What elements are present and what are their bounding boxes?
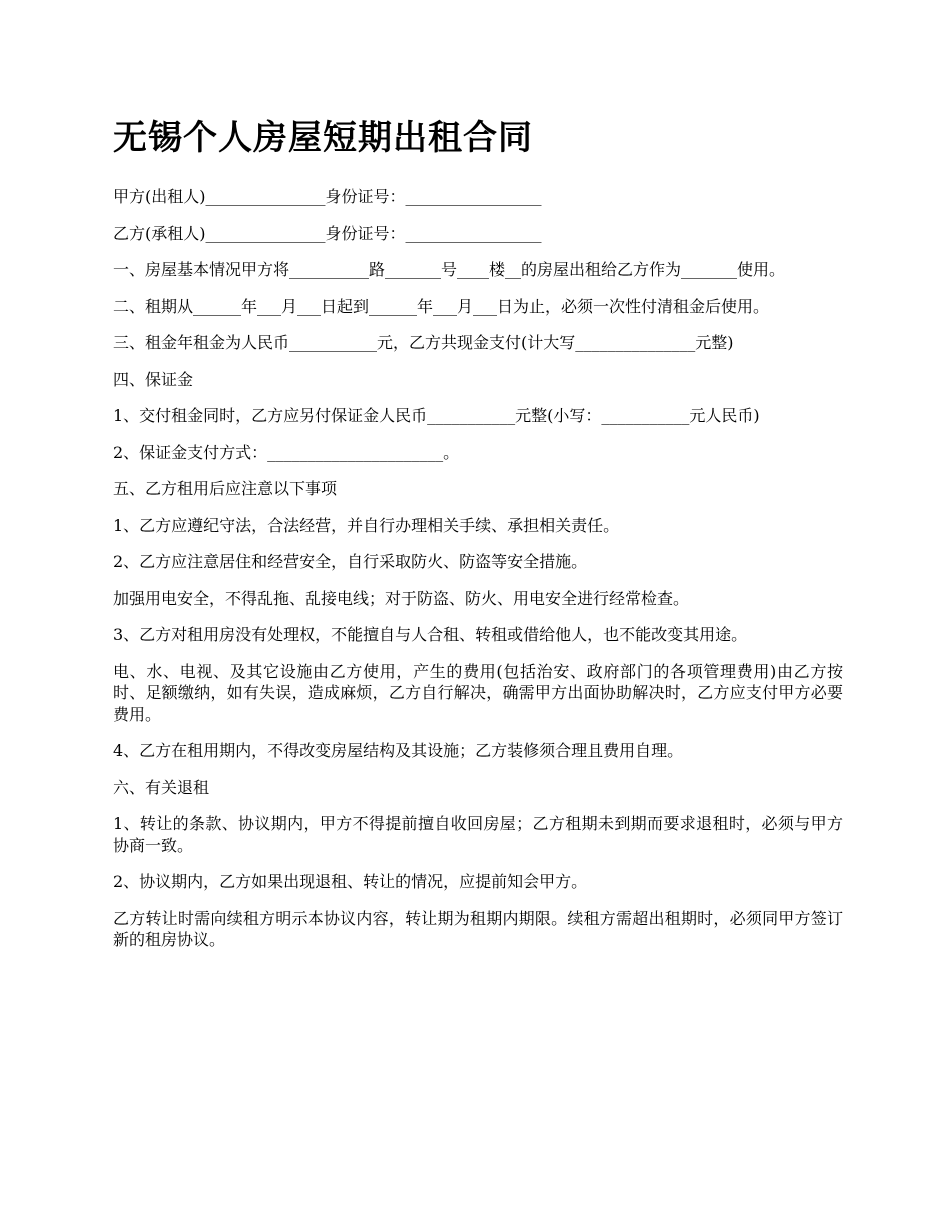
tenant-note-4: 4、乙方在租用期内，不得改变房屋结构及其设施；乙方装修须合理且费用自理。 <box>113 741 684 760</box>
section-heading-tenant-notes: 五、乙方租用后应注意以下事项 <box>113 479 338 498</box>
document-page <box>113 112 843 966</box>
party-b-line: 乙方(承租人)_______________身份证号：_________________ <box>113 223 542 243</box>
tenant-note-2: 2、乙方应注意居住和经营安全，自行采取防火、防盗等安全措施。 <box>113 552 588 571</box>
termination-item-1: 1、转让的条款、协议期内，甲方不得提前擅自收回房屋；乙方租期未到期而要求退租时，必须与甲方协商一致。 <box>113 814 843 855</box>
tenant-note-3: 3、乙方对租用房没有处理权，不能擅自与人合租、转租或借给他人，也不能改变其用途。 <box>113 625 748 644</box>
clause-lease-term: 二、租期从______年___月___日起到______年___月___日为止，必须一次性付清租金后使用。 <box>113 296 770 316</box>
section-heading-termination: 六、有关退租 <box>113 777 210 797</box>
termination-item-2-detail: 乙方转让时需向续租方明示本协议内容，转让期为租期内期限。续租方需超出租期时，必须同甲方签订新的租房协议。 <box>113 908 843 949</box>
termination-item-2: 2、协议期内，乙方如果出现退租、转让的情况，应提前知会甲方。 <box>113 872 588 891</box>
document-title: 无锡个人房屋短期出租合同 <box>113 118 533 158</box>
party-a-line: 甲方(出租人)_______________身份证号：_________________ <box>113 187 542 206</box>
deposit-item-2: 2、保证金支付方式：______________________。 <box>113 442 460 462</box>
tenant-note-3-detail: 电、水、电视、及其它设施由乙方使用，产生的费用(包括治安、政府部门的各项管理费用)由乙方按时、足额缴纳，如有失误，造成麻烦，乙方自行解决，确需甲方出面协助解决时，乙方应支付甲方必要费用。 <box>113 661 843 724</box>
clause-property-info: 一、房屋基本情况甲方将__________路_______号____楼__的房屋出租给乙方作为_______使用。 <box>113 260 786 279</box>
section-heading-deposit: 四、保证金 <box>113 369 194 389</box>
clause-rent: 三、租金年租金为人民币___________元，乙方共现金支付(计大写_______________元整) <box>113 333 734 352</box>
tenant-note-2-detail: 加强用电安全，不得乱拖、乱接电线；对于防盗、防火、用电安全进行经常检查。 <box>113 588 690 608</box>
tenant-note-1: 1、乙方应遵纪守法，合法经营，并自行办理相关手续、承担相关责任。 <box>113 515 620 535</box>
deposit-item-1: 1、交付租金同时，乙方应另付保证金人民币___________元整(小写：___________元人民币) <box>113 406 760 425</box>
